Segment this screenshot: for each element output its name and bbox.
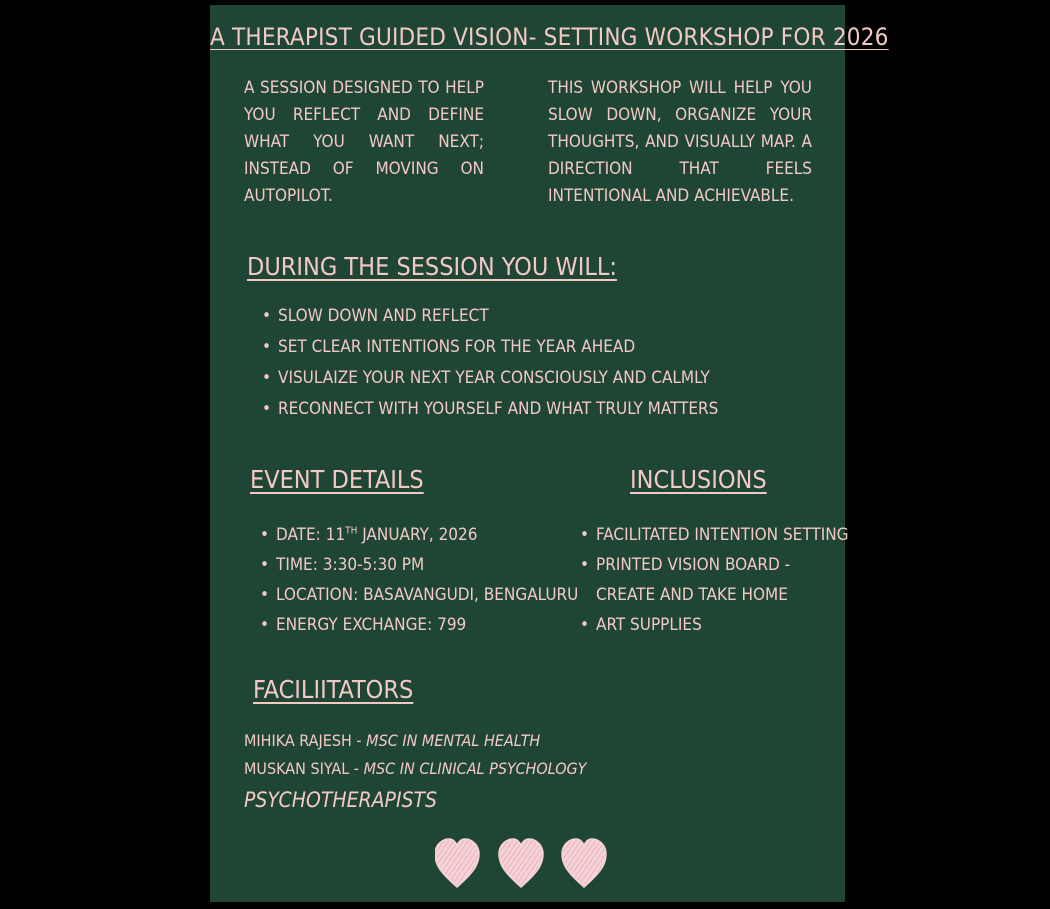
intro-left-text: A SESSION DESIGNED TO HELP YOU REFLECT AND DEFINE WHAT YOU WANT NEXT; INSTEAD OF MOVING ON AUTOPILOT. bbox=[244, 78, 484, 206]
inclusions-heading: INCLUSIONS bbox=[630, 465, 767, 494]
event-details-list bbox=[260, 520, 578, 640]
list-item: • VISULAIZE YOUR NEXT YEAR CONSCIOUSLY AND CALMLY bbox=[262, 363, 718, 394]
event-location: • LOCATION: BASAVANGUDI, BENGALURU bbox=[260, 580, 578, 610]
facilitators-heading: FACILIITATORS bbox=[253, 675, 414, 704]
facilitator-1 bbox=[244, 731, 540, 750]
facilitator-name: MIHIKA RAJESH - bbox=[244, 731, 367, 750]
list-item: • FACILITATED INTENTION SETTING bbox=[580, 520, 849, 550]
list-item: • SET CLEAR INTENTIONS FOR THE YEAR AHEAD bbox=[262, 332, 718, 363]
session-list bbox=[262, 301, 718, 425]
workshop-poster bbox=[210, 5, 889, 902]
session-heading: DURING THE SESSION YOU WILL: bbox=[247, 252, 617, 281]
event-energy-exchange: • ENERGY EXCHANGE: 799 bbox=[260, 610, 578, 640]
facilitator-name: MUSKAN SIYAL - bbox=[244, 759, 364, 778]
event-time: • TIME: 3:30-5:30 PM bbox=[260, 550, 578, 580]
date-suffix: JANUARY, 2026 bbox=[357, 525, 478, 545]
intro-right-text: THIS WORKSHOP WILL HELP YOU SLOW DOWN, ORGANIZE YOUR THOUGHTS, AND VISUALLY MAP. A DIRECTION THAT FEELS INTENTIONAL AND ACHIEVABLE. bbox=[548, 78, 812, 206]
facilitator-role: PSYCHOTHERAPISTS bbox=[244, 788, 438, 812]
poster-title: A THERAPIST GUIDED VISION- SETTING WORKSHOP FOR 2026 bbox=[210, 23, 889, 51]
list-item: • SLOW DOWN AND REFLECT bbox=[262, 301, 718, 332]
list-item: • ART SUPPLIES bbox=[580, 610, 849, 640]
facilitator-2 bbox=[244, 759, 586, 778]
inclusions-list bbox=[580, 520, 849, 640]
heart-icon bbox=[499, 839, 543, 887]
facilitator-credential: MSC IN MENTAL HEALTH bbox=[366, 731, 541, 750]
event-details-heading: EVENT DETAILS bbox=[250, 465, 424, 494]
heart-icon bbox=[562, 839, 606, 887]
list-item: • RECONNECT WITH YOURSELF AND WHAT TRULY MATTERS bbox=[262, 394, 718, 425]
date-prefix: DATE: 11 bbox=[276, 525, 346, 545]
facilitator-credential: MSC IN CLINICAL PSYCHOLOGY bbox=[363, 759, 587, 778]
heart-icon bbox=[435, 839, 479, 887]
hearts-decoration bbox=[435, 837, 615, 893]
event-date bbox=[260, 520, 578, 550]
date-ordinal: TH bbox=[345, 525, 358, 537]
list-item: • PRINTED VISION BOARD - CREATE AND TAKE HOME bbox=[580, 550, 828, 610]
